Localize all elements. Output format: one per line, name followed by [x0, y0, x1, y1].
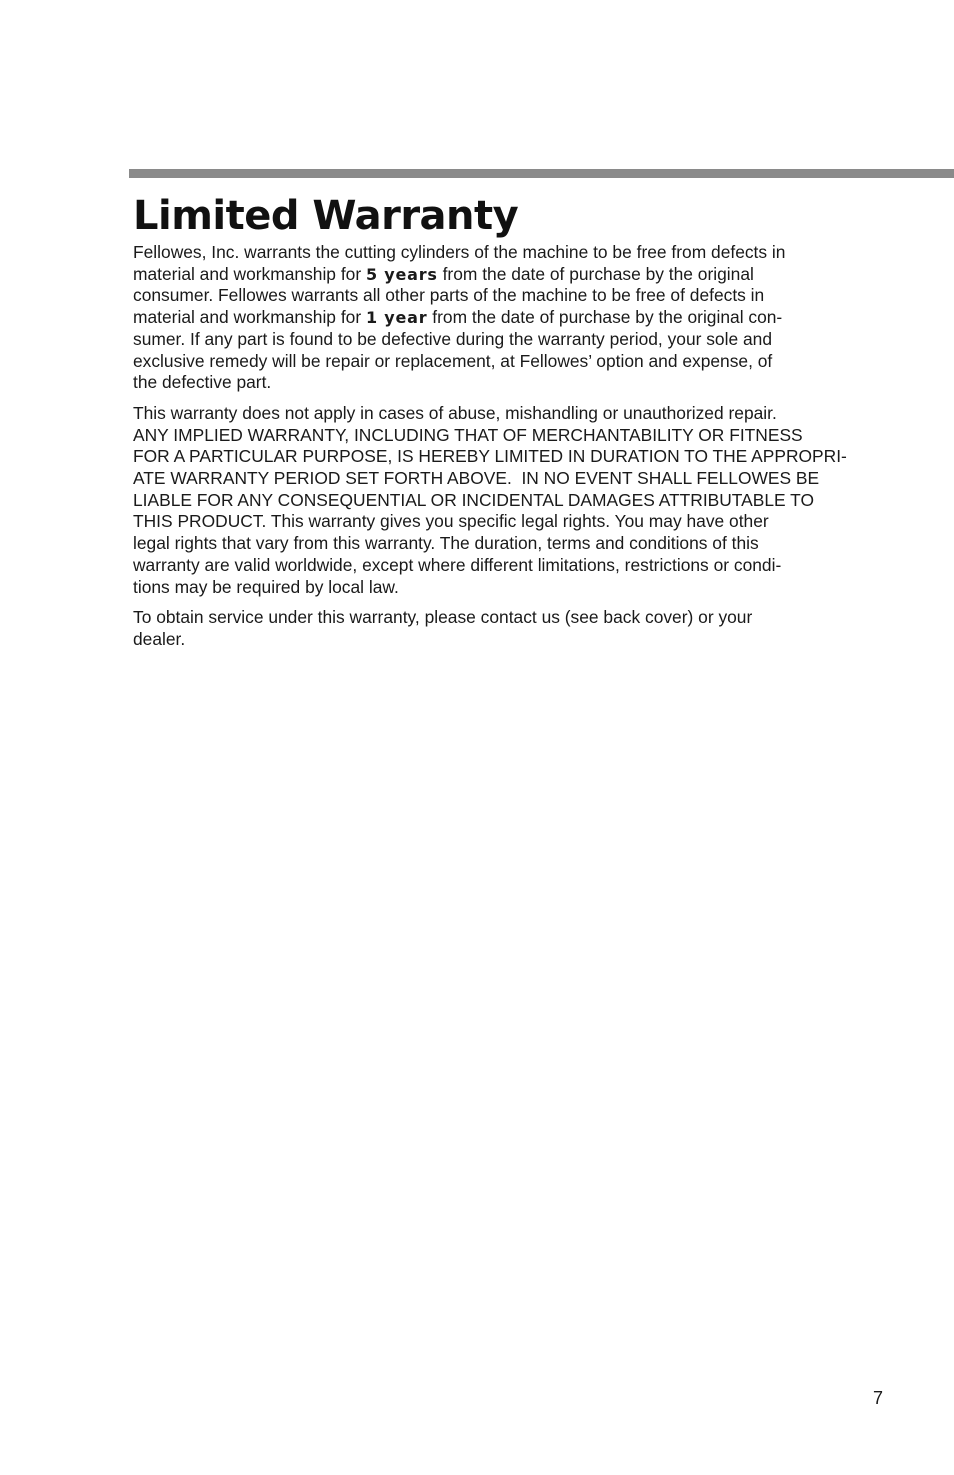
page-title: Limited Warranty	[133, 193, 519, 239]
warranty-period-5-years: 5 years	[365, 264, 438, 284]
top-rule	[129, 169, 954, 178]
warranty-period-1-year: 1 year	[365, 308, 428, 328]
page-number: 7	[872, 1388, 883, 1408]
warranty-paragraph-2: This warranty does not apply in cases of abuse, mishandling or unauthorized repair. ANY IMPLIED WARRANTY, INCLUDING THAT OF MERCHANTABILITY OR FITNESS FOR A PARTICULAR PURPOSE, IS HEREBY LIMITED IN DURATION TO THE APPROPRI- ATE WARRANTY PERIOD SET FORTH ABOVE. IN NO EVENT SHALL FELLOWES BE LIABLE FOR ANY CONSEQUENTIAL OR INCIDENTAL DAMAGES ATTRIBUTABLE TO THIS PRODUCT. This warranty gives you specific legal rights. You may have other legal rights that vary from this warranty. The duration, terms and conditions of this warranty are valid worldwide, except where different limitations, restrictions or condi- tions may be required by local law.	[133, 402, 847, 597]
warranty-paragraph-3: To obtain service under this warranty, please contact us (see back cover) or your dealer.	[133, 607, 753, 649]
warranty-section	[133, 190, 861, 660]
warranty-paragraph-1: Fellowes, Inc. warrants the cutting cylinders of the machine to be free from defects in material and workmanship for 5 years from the date of purchase by the original consumer. Fellowes warrants all other parts of the machine to be free of defects in material and workmanship for 1 year from the date of purchase by the original con- sumer. If any part is found to be defective during the warranty period, your sole and exclusive remedy will be repair or replacement, at Fellowes’ option and expense, of the defective part.	[133, 242, 786, 393]
